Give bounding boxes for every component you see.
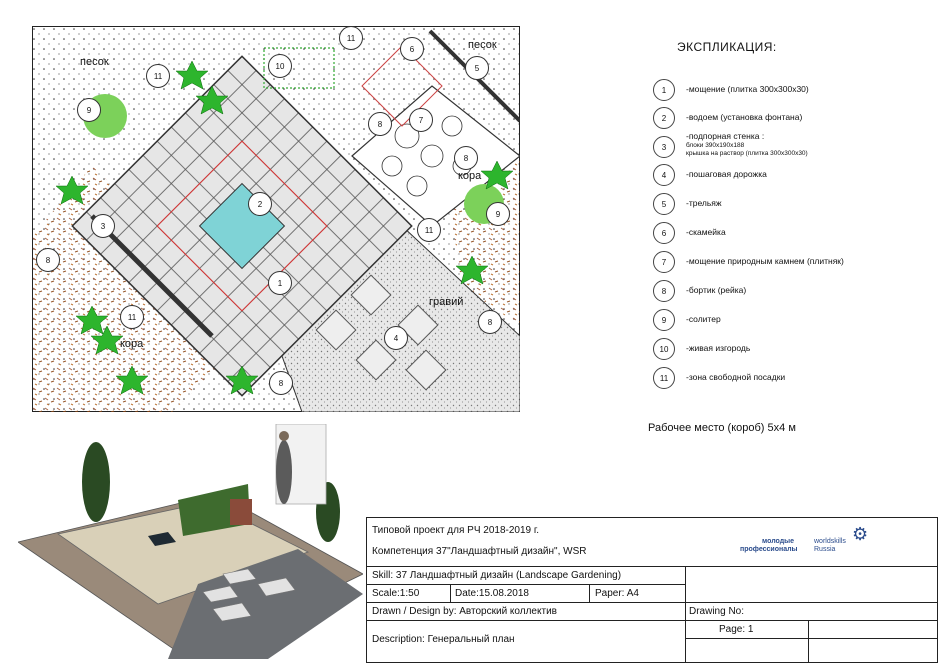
marker-9-right: 9: [486, 202, 510, 226]
legend-item-2: [653, 107, 933, 131]
legend-text: -солитер: [686, 314, 721, 324]
worldskills-mark-icon: ⚙: [852, 524, 869, 544]
label-sand-left: песок: [80, 56, 109, 68]
marker-11-left: 11: [146, 64, 170, 88]
legend-num: 10: [653, 338, 675, 360]
marker-1: 1: [268, 271, 292, 295]
logo-text-right: worldskills: [814, 538, 846, 545]
marker-11-top: 11: [339, 26, 363, 50]
legend-text: -живая изгородь: [686, 343, 751, 353]
label-sand-right: песок: [468, 39, 497, 51]
marker-10: 10: [268, 54, 292, 78]
skill-text: Skill: 37 Ландшафтный дизайн (Landscape Gardening): [372, 570, 622, 581]
legend-item-1: [653, 79, 933, 103]
description-text: Description: Генеральный план: [372, 634, 515, 645]
site-plan: [32, 26, 520, 412]
legend-text: -мощение природным камнем (плитняк): [686, 256, 844, 266]
legend-text: -мощение (плитка 300х300х30): [686, 84, 809, 94]
marker-5: 5: [465, 56, 489, 80]
workplace-note: Рабочее место (короб) 5х4 м: [648, 422, 796, 434]
marker-7: 7: [409, 108, 433, 132]
legend-num: 3: [653, 136, 675, 158]
label-bark-right: кора: [458, 170, 482, 182]
perspective-view: [18, 424, 363, 659]
marker-4: 4: [384, 326, 408, 350]
date-text: Date:15.08.2018: [455, 588, 529, 599]
logo-text-left: молодые: [762, 538, 795, 545]
drawn-by-text: Drawn / Design by: Авторский коллектив: [372, 606, 557, 617]
legend-text: -пошаговая дорожка: [686, 169, 767, 179]
worldskills-logo: [740, 524, 882, 554]
legend-text: -зона свободной посадки: [686, 372, 786, 382]
legend-text: -трельяж: [686, 198, 722, 208]
legend-item-11: [653, 367, 933, 391]
marker-8-left: 8: [36, 248, 60, 272]
legend-subtext-2: крышка на раствор (плитка 300х300х30): [686, 150, 808, 157]
marker-8-b: 8: [454, 146, 478, 170]
drawing-no-text: Drawing No:: [689, 606, 745, 617]
legend-text: -подпорная стенка :: [686, 131, 765, 141]
logo-text-left2: профессионалы: [740, 546, 798, 553]
legend-text: -бортик (рейка): [686, 285, 747, 295]
legend-num: 2: [653, 107, 675, 129]
project-title: Типовой проект для РЧ 2018-2019 г.: [372, 525, 540, 536]
legend-item-4: [653, 164, 933, 188]
legend-item-10: [653, 338, 933, 362]
legend-item-8: [653, 280, 933, 304]
legend-text: -скамейка: [686, 227, 726, 237]
legend-item-9: [653, 309, 933, 333]
page-text: Page: 1: [719, 624, 754, 635]
marker-9-left: 9: [77, 98, 101, 122]
scale-text: Scale:1:50: [372, 588, 420, 599]
legend-num: 6: [653, 222, 675, 244]
perspective-drawing: [18, 424, 363, 659]
legend-num: 11: [653, 367, 675, 389]
marker-8-right: 8: [478, 310, 502, 334]
legend-item-3: [653, 131, 933, 164]
competence-text: Компетенция 37"Ландшафтный дизайн", WSR: [372, 546, 587, 557]
legend-subtext-1: блоки 390х190х188: [686, 142, 745, 149]
marker-11-bottom: 11: [120, 305, 144, 329]
legend-num: 8: [653, 280, 675, 302]
marker-8-bottom: 8: [269, 371, 293, 395]
marker-2: 2: [248, 192, 272, 216]
explication-title: ЭКСПЛИКАЦИЯ:: [677, 40, 777, 54]
marker-11-right: 11: [417, 218, 441, 242]
legend-num: 4: [653, 164, 675, 186]
legend-item-7: [653, 251, 933, 275]
marker-6: 6: [400, 37, 424, 61]
marker-3: 3: [91, 214, 115, 238]
legend-num: 7: [653, 251, 675, 273]
legend-text: -водоем (установка фонтана): [686, 112, 803, 122]
marker-8-a: 8: [368, 112, 392, 136]
label-bark-left: кора: [120, 338, 144, 350]
legend-item-5: [653, 193, 933, 217]
legend-item-6: [653, 222, 933, 246]
title-block: [366, 517, 938, 663]
legend-num: 1: [653, 79, 675, 101]
paper-text: Paper: A4: [595, 588, 639, 599]
label-gravel: гравий: [429, 296, 464, 308]
legend-num: 5: [653, 193, 675, 215]
legend-num: 9: [653, 309, 675, 331]
logo-text-right2: Russia: [814, 546, 836, 553]
